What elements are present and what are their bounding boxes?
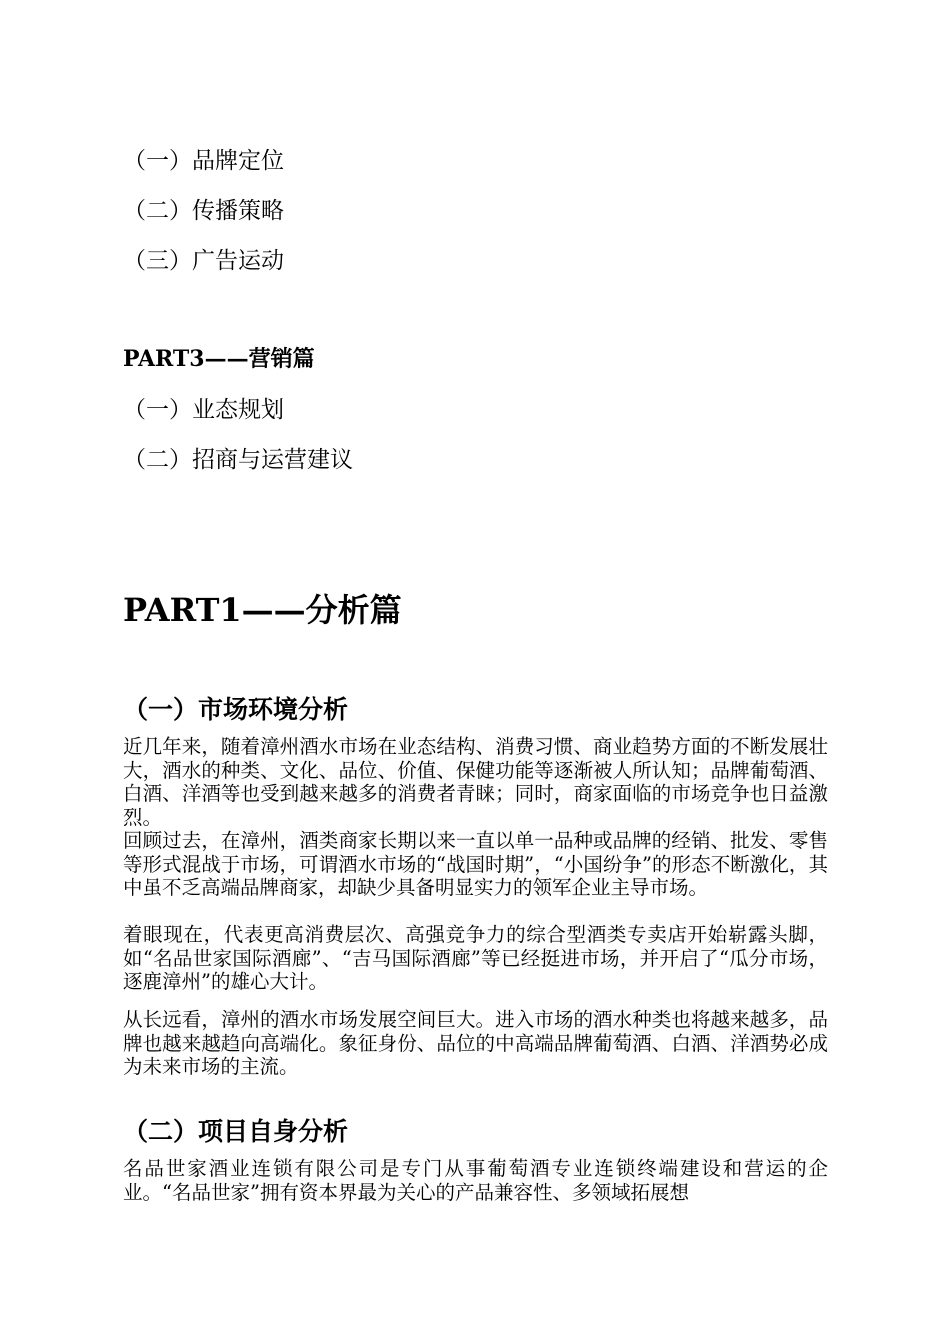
toc-item-communication-strategy: （二）传播策略 [123, 198, 284, 224]
paragraph-present: 着眼现在，代表更高消费层次、高强竞争力的综合型酒类专卖店开始崭露头脚，如“名品世家国际酒廊”、“吉马国际酒廊”等已经挺进市场，并开启了“瓜分市场，逐鹿漳州”的雄心大计。 [123, 923, 828, 993]
toc-item-investment-operation: （二）招商与运营建议 [123, 447, 353, 473]
paragraph-looking-back: 回顾过去，在漳州，酒类商家长期以来一直以单一品种或品牌的经销、批发、零售等形式混战于市场，可谓酒水市场的“战国时期”，“小国纷争”的形态不断激化，其中虽不乏高端品牌商家，却缺少具备明显实力的领军企业主导市场。 [123, 829, 828, 899]
toc-item-ad-campaign: （三）广告运动 [123, 248, 284, 274]
paragraph-recent-years: 近几年来，随着漳州酒水市场在业态结构、消费习惯、商业趋势方面的不断发展壮大，酒水的种类、文化、品位、价值、保健功能等逐渐被人所认知；品牌葡萄酒、白酒、洋酒等也受到越来越多的消费者青睐；同时，商家面临的市场竞争也日益激烈。 [123, 735, 828, 829]
toc-item-business-planning: （一）业态规划 [123, 397, 284, 423]
toc-item-brand-positioning: （一）品牌定位 [123, 148, 284, 174]
paragraph-long-term: 从长远看，漳州的酒水市场发展空间巨大。进入市场的酒水种类也将越来越多，品牌也越来越趋向高端化。象征身份、品位的中高端品牌葡萄酒、白酒、洋酒势必成为未来市场的主流。 [123, 1008, 828, 1078]
part1-heading: PART1——分析篇 [123, 591, 402, 629]
part3-heading: PART3——营销篇 [123, 346, 315, 372]
section-heading-market-environment: （一）市场环境分析 [123, 695, 349, 724]
section-heading-project-self-analysis: （二）项目自身分析 [123, 1117, 349, 1146]
paragraph-company-intro: 名品世家酒业连锁有限公司是专门从事葡萄酒专业连锁终端建设和营运的企业。“名品世家”拥有资本界最为关心的产品兼容性、多领域拓展想 [123, 1157, 828, 1204]
